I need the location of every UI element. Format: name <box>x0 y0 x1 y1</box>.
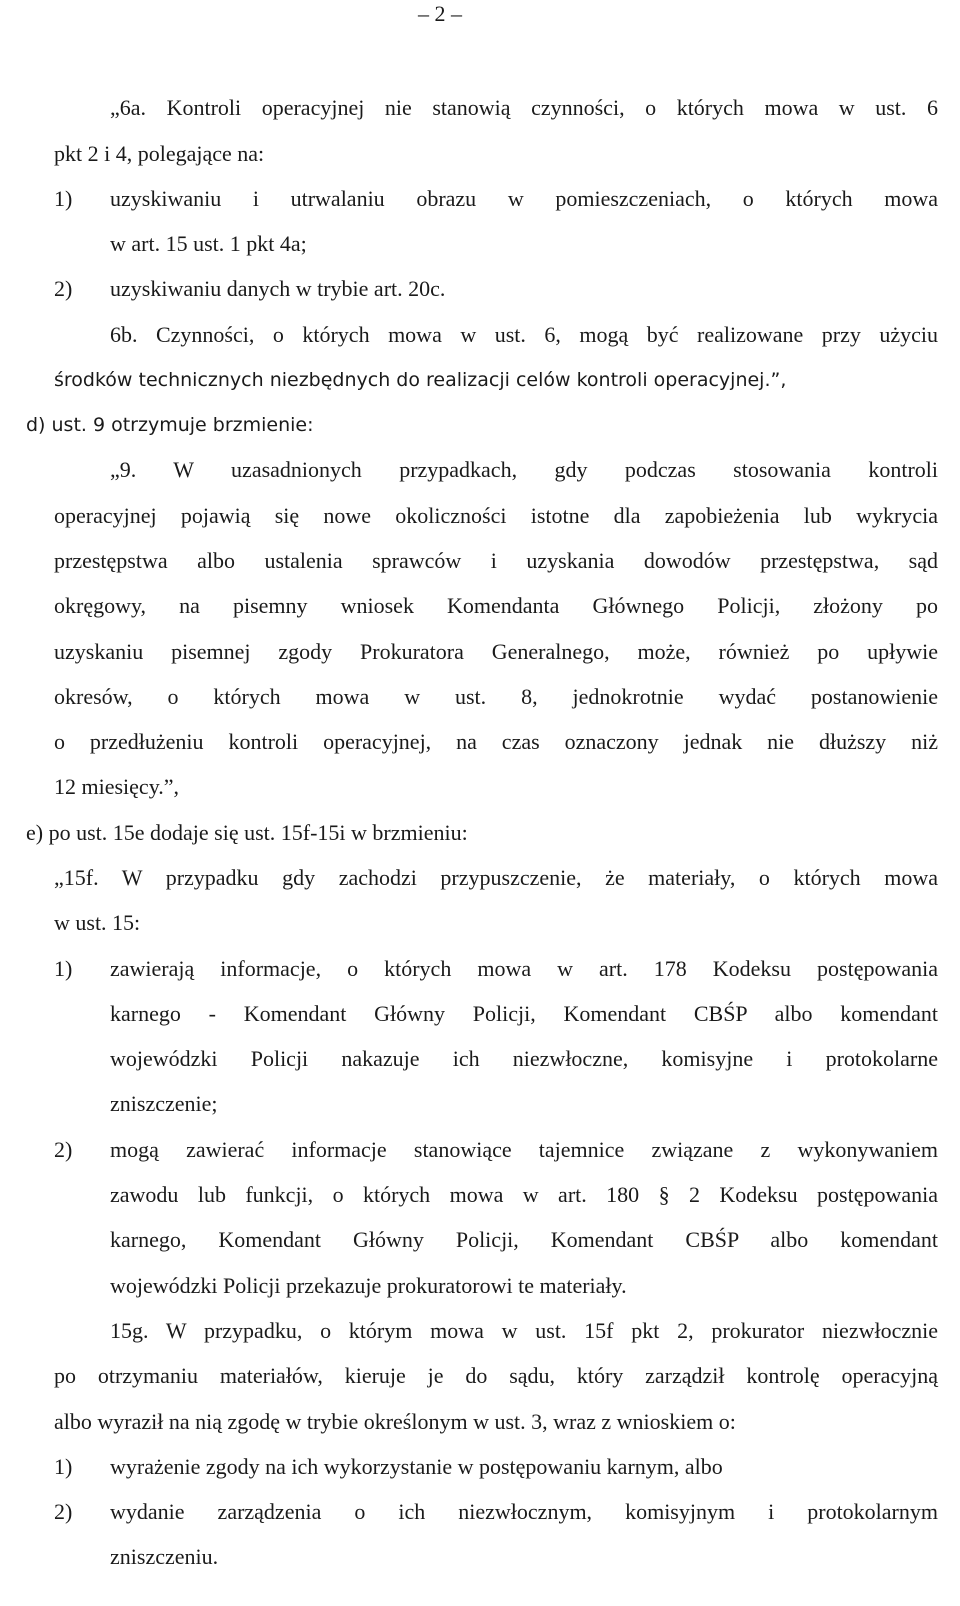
text-line: e) po ust. 15e dodaje się ust. 15f-15i w brzmieniu: <box>26 820 468 845</box>
text-line: karnego - Komendant Główny Policji, Komendant CBŚP albo komendant <box>110 1001 938 1026</box>
page-number: – 2 – <box>418 1 462 26</box>
text-line: mogą zawierać informacje stanowiące tajemnice związane z wykonywaniem <box>110 1137 938 1162</box>
text-line: wyrażenie zgody na ich wykorzystanie w postępowaniu karnym, albo <box>110 1454 723 1479</box>
text-line: uzyskaniu pisemnej zgody Prokuratora Generalnego, może, również po upływie <box>54 639 938 664</box>
text-line: „15f. W przypadku gdy zachodzi przypuszczenie, że materiały, o których mowa <box>54 865 938 890</box>
text-line: d) ust. 9 otrzymuje brzmienie: <box>26 414 314 436</box>
text-line: zawodu lub funkcji, o których mowa w art. 180 § 2 Kodeksu postępowania <box>110 1182 938 1207</box>
text-line: zniszczenie; <box>110 1091 218 1116</box>
text-line: pkt 2 i 4, polegające na: <box>54 141 265 166</box>
text-line: 12 miesięcy.”, <box>54 774 180 799</box>
text-line: uzyskiwaniu danych w trybie art. 20c. <box>110 276 446 301</box>
text-line: 6b. Czynności, o których mowa w ust. 6, mogą być realizowane przy użyciu <box>110 322 938 347</box>
text-line: zniszczeniu. <box>110 1544 219 1569</box>
text-line: zawierają informacje, o których mowa w art. 178 Kodeksu postępowania <box>110 956 938 981</box>
list-number: 1) <box>54 186 73 211</box>
list-number: 1) <box>54 956 73 981</box>
text-line: w ust. 15: <box>54 910 141 935</box>
text-line: karnego, Komendant Główny Policji, Komendant CBŚP albo komendant <box>110 1227 938 1252</box>
text-line: okręgowy, na pisemny wniosek Komendanta Głównego Policji, złożony po <box>54 593 938 618</box>
text-line: przestępstwa albo ustalenia sprawców i uzyskania dowodów przestępstwa, sąd <box>54 548 938 573</box>
text-line: wojewódzki Policji przekazuje prokuratorowi te materiały. <box>110 1273 627 1298</box>
text-line: środków technicznych niezbędnych do realizacji celów kontroli operacyjnej.”, <box>54 369 787 391</box>
list-number: 2) <box>54 1499 73 1524</box>
list-number: 2) <box>54 1137 73 1162</box>
text-line: w art. 15 ust. 1 pkt 4a; <box>110 231 307 256</box>
list-number: 2) <box>54 276 73 301</box>
text-line: 15g. W przypadku, o którym mowa w ust. 15f pkt 2, prokurator niezwłocznie <box>110 1318 938 1343</box>
text-line: o przedłużeniu kontroli operacyjnej, na czas oznaczony jednak nie dłuższy niż <box>54 729 938 754</box>
text-line: operacyjnej pojawią się nowe okoliczności istotne dla zapobieżenia lub wykrycia <box>54 503 938 528</box>
text-line: „9. W uzasadnionych przypadkach, gdy podczas stosowania kontroli <box>110 457 938 482</box>
text-line: albo wyraził na nią zgodę w trybie określonym w ust. 3, wraz z wnioskiem o: <box>54 1409 736 1434</box>
text-line: wydanie zarządzenia o ich niezwłocznym, komisyjnym i protokolarnym <box>110 1499 938 1524</box>
text-line: „6a. Kontroli operacyjnej nie stanowią czynności, o których mowa w ust. 6 <box>110 95 938 120</box>
text-line: uzyskiwaniu i utrwalaniu obrazu w pomieszczeniach, o których mowa <box>110 186 938 211</box>
text-line: wojewódzki Policji nakazuje ich niezwłoczne, komisyjne i protokolarne <box>110 1046 938 1071</box>
text-line: po otrzymaniu materiałów, kieruje je do sądu, który zarządził kontrolę operacyjną <box>54 1363 938 1388</box>
list-number: 1) <box>54 1454 73 1479</box>
text-line: okresów, o których mowa w ust. 8, jednokrotnie wydać postanowienie <box>54 684 938 709</box>
